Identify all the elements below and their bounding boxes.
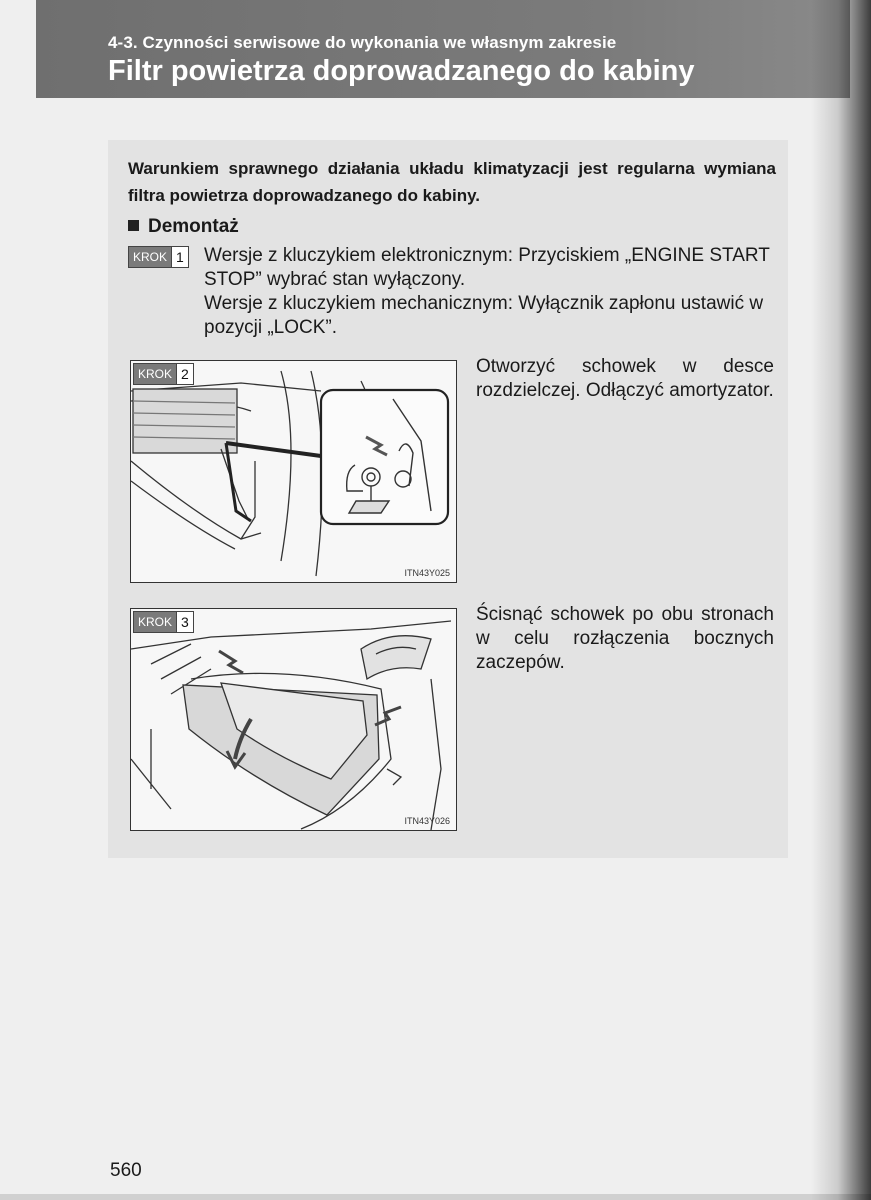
page-header (36, 0, 850, 98)
step-word: KROK (134, 364, 176, 384)
step-2-text: Otworzyć schowek w desce rozdzielczej. Odłączyć amortyzator. (476, 356, 774, 401)
bullet-square-icon (128, 220, 139, 231)
step-1-text (204, 244, 772, 340)
step-1-line-2: Wersje z kluczykiem mechanicznym: Wyłącznik zapłonu ustawić w pozycji „LOCK”. (204, 293, 764, 338)
step-number: 1 (171, 247, 188, 267)
page-bottom-edge (0, 1194, 871, 1200)
step-number: 2 (176, 364, 193, 384)
page-title: Filtr powietrza doprowadzanego do kabiny (108, 55, 695, 87)
step-3-text: Ścisnąć schowek po obu stronach w celu rozłączenia bocznych zaczepów. (476, 604, 774, 673)
section-title: 4-3. Czynności serwisowe do wykonania we własnym zakresie (108, 33, 617, 52)
step-1-badge (128, 246, 189, 268)
step-word: KROK (134, 612, 176, 632)
step-3-figure (130, 608, 457, 831)
step-2-badge (133, 363, 194, 385)
heading-label: Demontaż (148, 216, 239, 237)
glovebox-squeeze-illustration (131, 609, 456, 830)
section-heading (128, 216, 239, 238)
binding-shadow (811, 0, 871, 1200)
step-1-line-1: Wersje z kluczykiem elektronicznym: Przyciskiem „ENGINE START STOP” wybrać stan wyłączony. (204, 245, 770, 290)
intro-paragraph: Warunkiem sprawnego działania układu klimatyzacji jest regularna wymiana filtra powietrza doprowadzanego do kabiny. (128, 159, 776, 205)
glovebox-damper-illustration (131, 361, 456, 582)
step-3-badge (133, 611, 194, 633)
page-number: 560 (110, 1160, 142, 1181)
figure-code: ITN43Y025 (404, 568, 450, 578)
figure-code: ITN43Y026 (404, 816, 450, 826)
step-word: KROK (129, 247, 171, 267)
step-number: 3 (176, 612, 193, 632)
step-2-figure (130, 360, 457, 583)
